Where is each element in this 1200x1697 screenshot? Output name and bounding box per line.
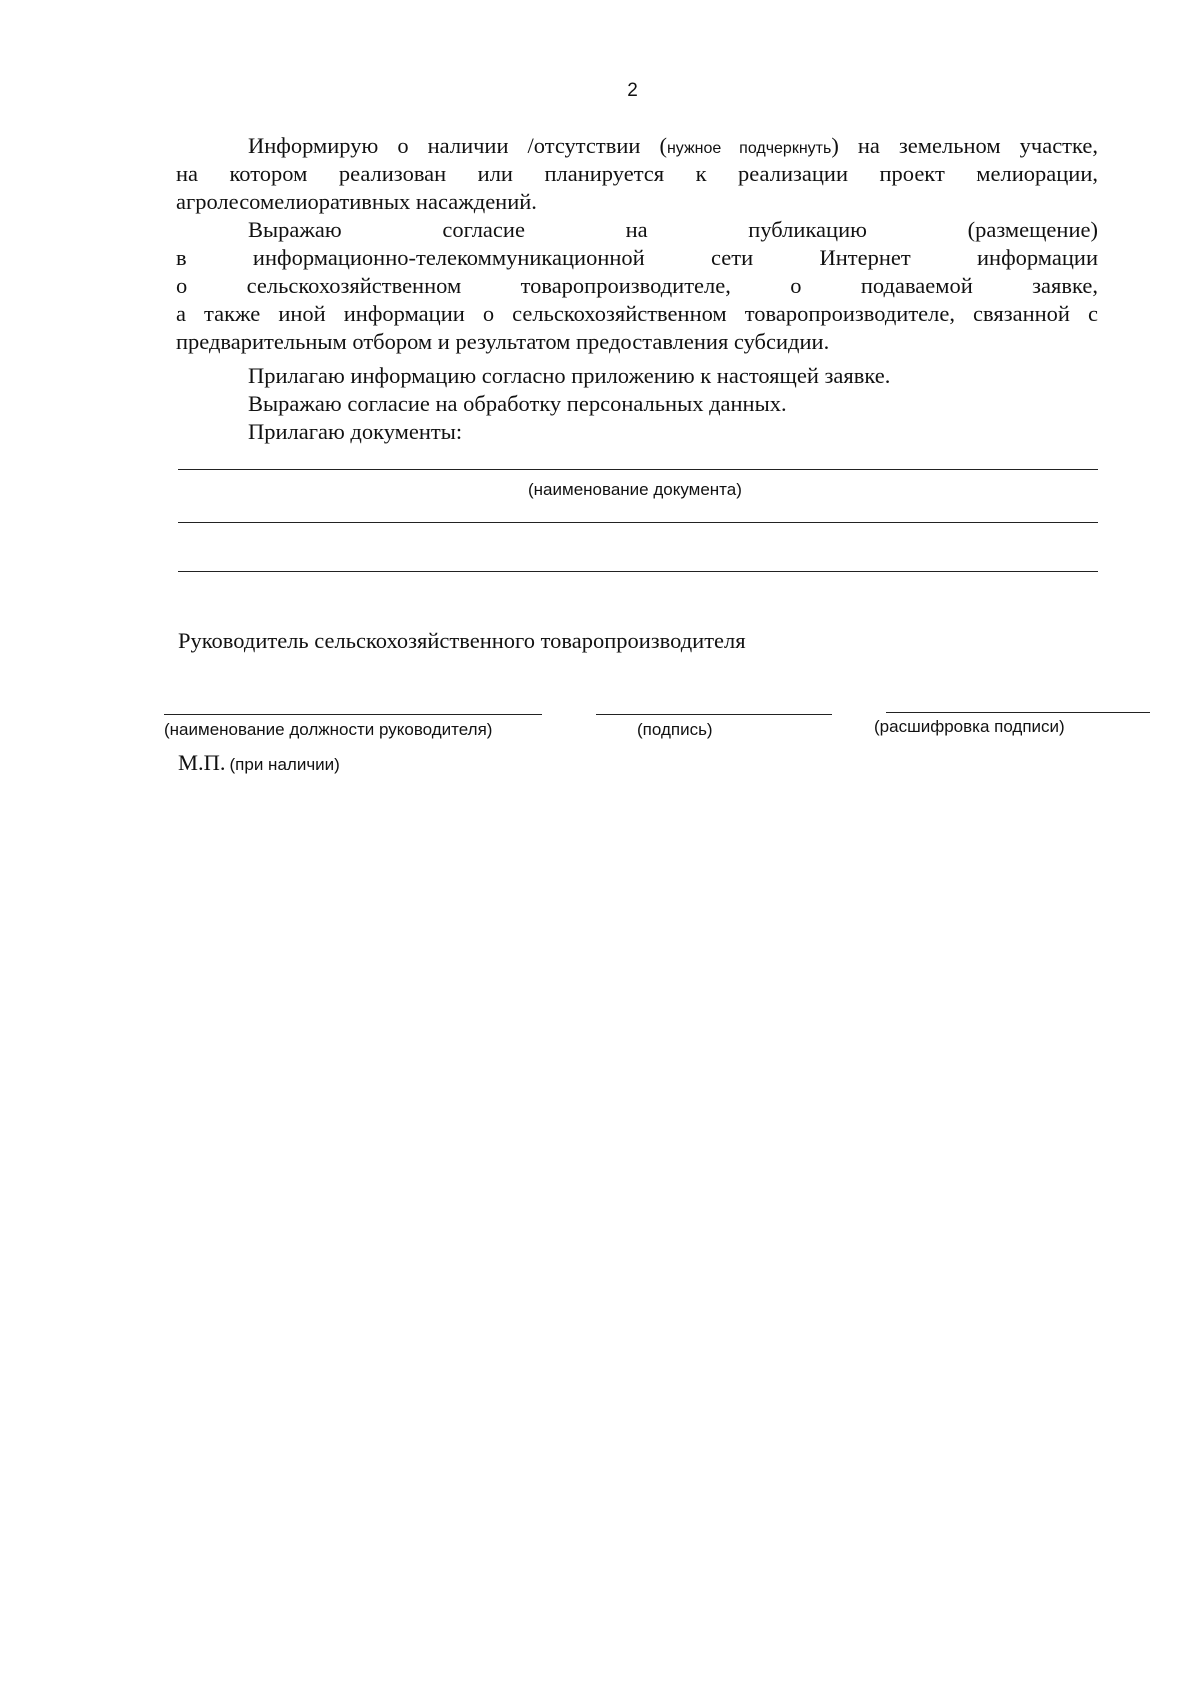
paragraph-land-plot-text-b: ) на земельном участке, [831,133,1098,158]
paragraph-consent-publication-line2: в информационно-телекоммуникационной сети Интернет информации [176,245,1098,270]
paragraph-consent-publication-line1: Выражаю согласие на публикацию (размещение) [248,217,1098,242]
paragraph-attach-documents: Прилагаю документы: [248,419,463,444]
paragraph-land-plot-line3: агролесомелиоративных насаждений. [176,189,537,214]
signatory-heading: Руководитель сельскохозяйственного товаропроизводителя [178,628,746,653]
paragraph-consent-publication-line3: о сельскохозяйственном товаропроизводителе, о подаваемой заявке, [176,273,1098,298]
signature-line [596,714,832,715]
stamp-place [178,750,340,776]
decoding-caption: (расшифровка подписи) [874,717,1065,736]
paragraph-consent-publication-line4: а также иной информации о сельскохозяйственном товаропроизводителе, связанной с [176,301,1098,326]
document-line-2 [178,522,1098,523]
stamp-label: М.П. [178,750,226,775]
stamp-note: (при наличии) [229,755,340,774]
document-line-1 [178,469,1098,470]
paragraph-attach-info: Прилагаю информацию согласно приложению к настоящей заявке. [248,363,891,388]
paragraph-land-plot-text-a: Информирую о наличии /отсутствии ( [248,133,667,158]
signature-caption: (подпись) [637,720,713,739]
document-line-3 [178,571,1098,572]
position-line [164,714,542,715]
position-caption: (наименование должности руководителя) [164,720,493,739]
underline-note: нужное подчеркнуть [666,140,832,157]
page-number: 2 [627,80,638,101]
document-name-caption: (наименование документа) [528,480,742,499]
decoding-line [886,712,1150,713]
paragraph-land-plot-line1 [176,132,1098,163]
paragraph-personal-data-consent: Выражаю согласие на обработку персональных данных. [248,391,787,416]
paragraph-consent-publication-line5: предварительным отбором и результатом предоставления субсидии. [176,329,830,354]
paragraph-land-plot-line2: на котором реализован или планируется к реализации проект мелиорации, [176,161,1098,186]
